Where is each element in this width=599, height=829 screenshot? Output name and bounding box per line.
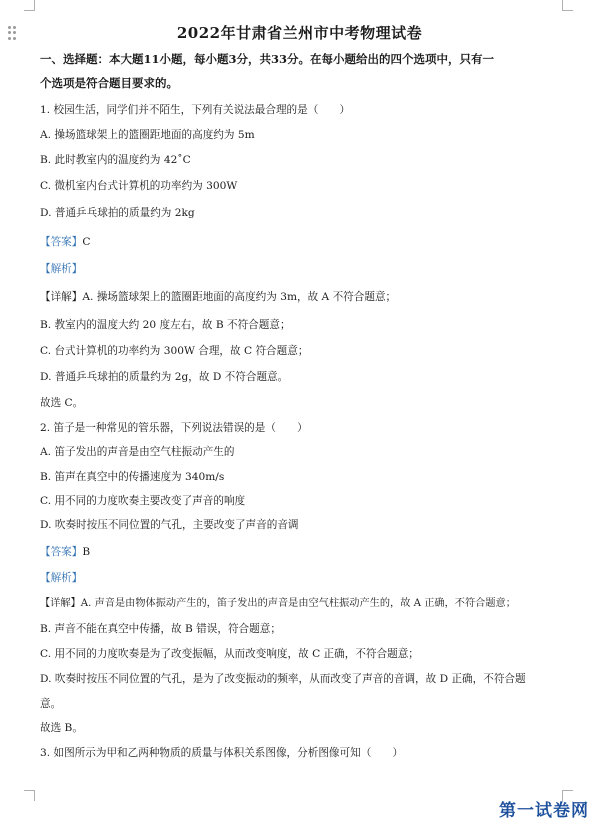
question-2-conclusion: 故选 B。 (40, 722, 83, 734)
question-1-option-a: A. 操场篮球架上的篮圈距地面的高度约为 5m (40, 129, 255, 141)
section-heading-line1: 一、选择题：本大题11小题，每小题3分，共33分。在每小题给出的四个选项中，只有一 (40, 52, 495, 66)
question-2-detail-5: 意。 (40, 698, 62, 710)
question-2-option-c: C. 用不同的力度吹奏主要改变了声音的响度 (40, 495, 246, 507)
crop-mark-top-right (562, 0, 573, 11)
question-2-detail-4: D. 吹奏时按压不同位置的气孔，是为了改变振动的频率，从而改变了声音的音调，故 D 正确，不符合题 (40, 673, 526, 685)
answer-tag: 【答案】 (40, 236, 83, 248)
question-1-option-b: B. 此时教室内的温度约为 42˚C (40, 154, 191, 166)
question-1-analysis-tag: 【解析】 (40, 263, 83, 275)
question-1-detail-1: 【详解】A. 操场篮球架上的篮圈距地面的高度约为 3m，故 A 不符合题意； (40, 291, 397, 303)
question-1-conclusion: 故选 C。 (40, 397, 84, 409)
crop-mark-top-left (24, 0, 35, 11)
question-1-detail-2: B. 教室内的温度大约 20 度左右，故 B 不符合题意； (40, 319, 291, 331)
question-2-analysis-tag: 【解析】 (40, 572, 83, 584)
site-watermark: 第一试卷网 (499, 801, 589, 821)
question-2-detail-1: 【详解】A. 声音是由物体振动产生的，笛子发出的声音是由空气柱振动产生的，故 A 正确，不符合题意； (40, 598, 516, 609)
question-1-option-c: C. 微机室内台式计算机的功率约为 300W (40, 180, 238, 192)
question-1-stem: 1. 校园生活，同学们并不陌生，下列有关说法最合理的是（ ） (40, 104, 351, 116)
answer-value: C (82, 236, 91, 248)
question-2-option-d: D. 吹奏时按压不同位置的气孔，主要改变了声音的音调 (40, 519, 299, 531)
question-2-option-b: B. 笛声在真空中的传播速度为 340m/s (40, 471, 225, 483)
question-1-detail-4: D. 普通乒乓球拍的质量约为 2g，故 D 不符合题意。 (40, 371, 289, 383)
section-heading-line2: 个选项是符合题目要求的。 (40, 76, 178, 90)
question-1-option-d: D. 普通乒乓球拍的质量约为 2kg (40, 207, 195, 219)
question-3-stem: 3. 如图所示为甲和乙两种物质的质量与体积关系图像，分析图像可知（ ） (40, 747, 404, 759)
answer-value: B (82, 546, 91, 558)
question-1-answer (40, 235, 90, 249)
question-2-stem: 2. 笛子是一种常见的管乐器，下列说法错误的是（ ） (40, 422, 308, 434)
question-2-option-a: A. 笛子发出的声音是由空气柱振动产生的 (40, 446, 235, 458)
question-2-answer (40, 545, 90, 559)
answer-tag: 【答案】 (40, 546, 83, 558)
question-2-detail-2: B. 声音不能在真空中传播，故 B 错误，符合题意； (40, 623, 281, 635)
question-2-detail-3: C. 用不同的力度吹奏是为了改变振幅，从而改变响度，故 C 正确，不符合题意； (40, 648, 419, 660)
question-1-detail-3: C. 台式计算机的功率约为 300W 合理，故 C 符合题意； (40, 345, 309, 357)
crop-mark-bottom-left (24, 790, 35, 801)
page-title: 2022年甘肃省兰州市中考物理试卷 (176, 24, 423, 42)
